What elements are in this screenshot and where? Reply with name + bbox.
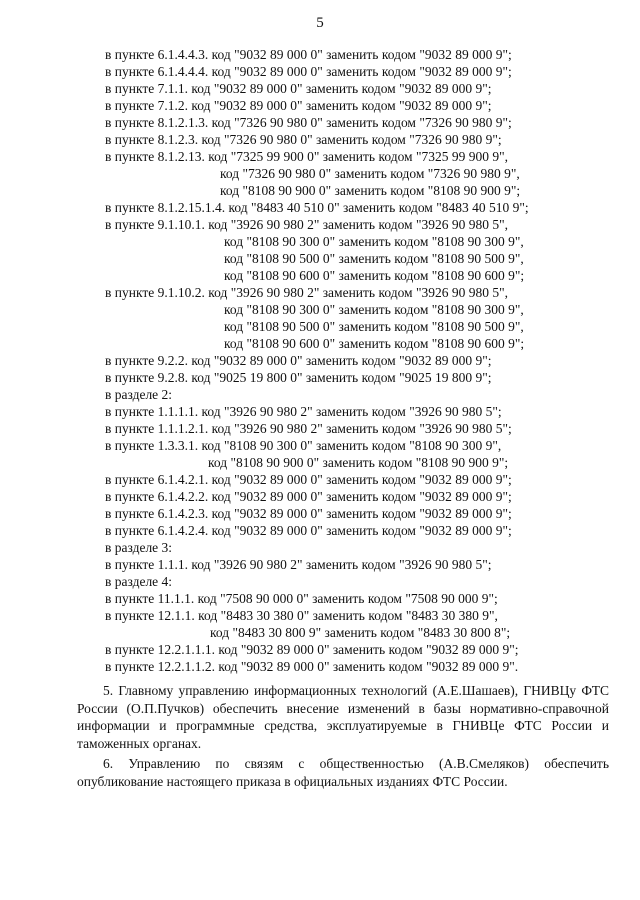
list-item: в пункте 7.1.1. код "9032 89 000 0" заменить кодом "9032 89 000 9"; — [105, 81, 492, 96]
list-item: в пункте 11.1.1. код "7508 90 000 0" заменить кодом "7508 90 000 9"; — [105, 591, 498, 606]
list-item: в пункте 6.1.4.2.1. код "9032 89 000 0" заменить кодом "9032 89 000 9"; — [105, 472, 512, 487]
list-item: в пункте 7.1.2. код "9032 89 000 0" заменить кодом "9032 89 000 9"; — [105, 98, 492, 113]
list-item: в пункте 1.1.1. код "3926 90 980 2" заменить кодом "3926 90 980 5"; — [105, 557, 492, 572]
list-item: код "7326 90 980 0" заменить кодом "7326 90 980 9", — [220, 166, 520, 181]
list-item: в пункте 6.1.4.2.3. код "9032 89 000 0" заменить кодом "9032 89 000 9"; — [105, 506, 512, 521]
list-item: код "8108 90 600 0" заменить кодом "8108 90 600 9"; — [224, 336, 525, 351]
list-item: в пункте 8.1.2.15.1.4. код "8483 40 510 0" заменить кодом "8483 40 510 9"; — [105, 200, 529, 215]
list-item: в пункте 12.2.1.1.2. код "9032 89 000 0" заменить кодом "9032 89 000 9". — [105, 659, 519, 674]
paragraph-6: 6. Управлению по связям с общественностью (А.В.Смеляков) обеспечить опубликование настоящего приказа в официальных изданиях ФТС России. — [77, 756, 609, 789]
list-item: в пункте 6.1.4.2.2. код "9032 89 000 0" заменить кодом "9032 89 000 9"; — [105, 489, 512, 504]
list-item: код "8108 90 300 0" заменить кодом "8108 90 300 9", — [224, 234, 524, 249]
list-item: код "8483 30 800 9" заменить кодом "8483 30 800 8"; — [210, 625, 511, 640]
list-item: код "8108 90 900 0" заменить кодом "8108 90 900 9"; — [220, 183, 521, 198]
list-item: в пункте 8.1.2.3. код "7326 90 980 0" заменить кодом "7326 90 980 9"; — [105, 132, 502, 147]
list-item: в пункте 1.3.3.1. код "8108 90 300 0" заменить кодом "8108 90 300 9", — [105, 438, 502, 453]
list-item: в пункте 1.1.1.1. код "3926 90 980 2" заменить кодом "3926 90 980 5"; — [105, 404, 502, 419]
list-item: в пункте 8.1.2.13. код "7325 99 900 0" заменить кодом "7325 99 900 9", — [105, 149, 508, 164]
list-item: в пункте 12.1.1. код "8483 30 380 0" заменить кодом "8483 30 380 9", — [105, 608, 498, 623]
list-item: в разделе 2: — [105, 387, 173, 402]
list-item: в пункте 6.1.4.4.3. код "9032 89 000 0" заменить кодом "9032 89 000 9"; — [105, 47, 512, 62]
list-item: код "8108 90 500 0" заменить кодом "8108 90 500 9", — [224, 251, 524, 266]
list-item: в пункте 1.1.1.2.1. код "3926 90 980 2" заменить кодом "3926 90 980 5"; — [105, 421, 512, 436]
list-item: в пункте 9.1.10.1. код "3926 90 980 2" заменить кодом "3926 90 980 5", — [105, 217, 508, 232]
list-item: в пункте 6.1.4.2.4. код "9032 89 000 0" заменить кодом "9032 89 000 9"; — [105, 523, 512, 538]
list-item: код "8108 90 300 0" заменить кодом "8108 90 300 9", — [224, 302, 524, 317]
list-item: в пункте 9.2.8. код "9025 19 800 0" заменить кодом "9025 19 800 9"; — [105, 370, 492, 385]
paragraph-5: 5. Главному управлению информационных технологий (А.Е.Шашаев), ГНИВЦу ФТС России (О.П.Пучков) обеспечить внесение изменений в базы нормативно-справочной информации и программные средства, эксплуатируемые в ГНИВЦе ФТС России и таможенных органах. — [77, 683, 609, 751]
list-item: в пункте 9.2.2. код "9032 89 000 0" заменить кодом "9032 89 000 9"; — [105, 353, 492, 368]
list-item: код "8108 90 900 0" заменить кодом "8108 90 900 9"; — [208, 455, 509, 470]
list-item: код "8108 90 500 0" заменить кодом "8108 90 500 9", — [224, 319, 524, 334]
list-item: в разделе 3: — [105, 540, 173, 555]
list-item: в пункте 8.1.2.1.3. код "7326 90 980 0" заменить кодом "7326 90 980 9"; — [105, 115, 512, 130]
page-number: 5 — [316, 15, 324, 31]
list-item: в пункте 6.1.4.4.4. код "9032 89 000 0" заменить кодом "9032 89 000 9"; — [105, 64, 512, 79]
list-item: в пункте 12.2.1.1.1. код "9032 89 000 0" заменить кодом "9032 89 000 9"; — [105, 642, 519, 657]
list-item: в разделе 4: — [105, 574, 173, 589]
list-item: код "8108 90 600 0" заменить кодом "8108 90 600 9"; — [224, 268, 525, 283]
list-item: в пункте 9.1.10.2. код "3926 90 980 2" заменить кодом "3926 90 980 5", — [105, 285, 508, 300]
